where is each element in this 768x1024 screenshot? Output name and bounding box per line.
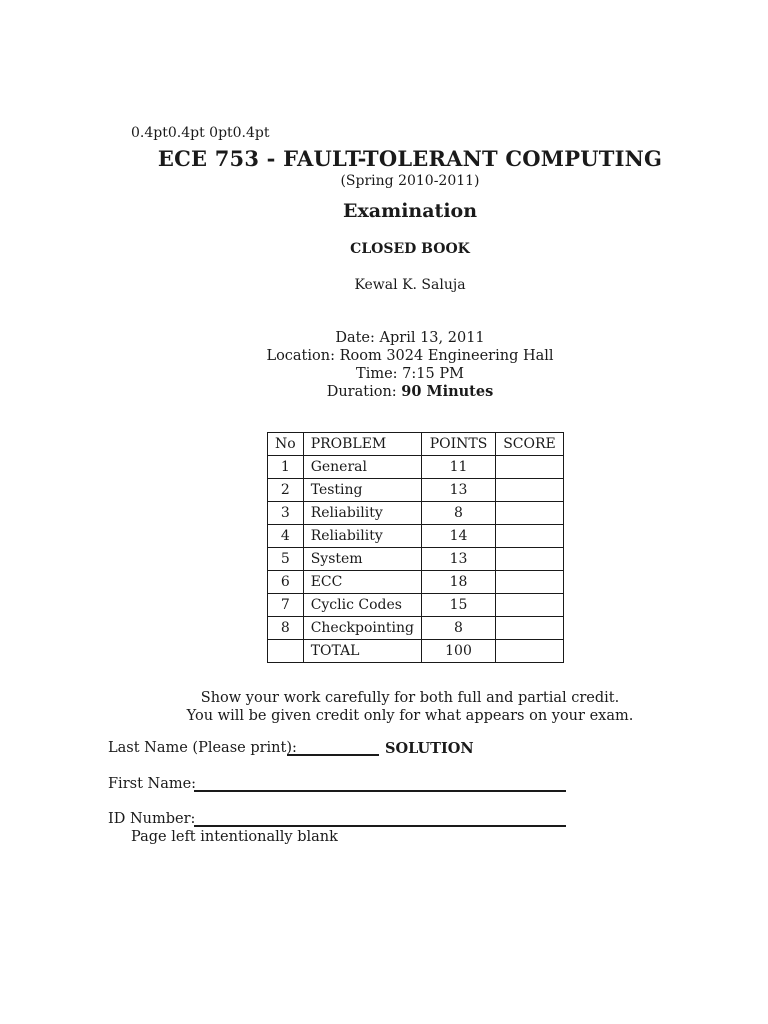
- header-problem: PROBLEM: [303, 433, 421, 456]
- first-name-line[interactable]: [194, 774, 566, 792]
- time-label: Time:: [356, 366, 398, 382]
- table-header-row: [268, 433, 564, 456]
- time-value: 7:15 PM: [402, 366, 464, 382]
- row-points: 18: [422, 571, 496, 594]
- row-points: 14: [422, 525, 496, 548]
- course-title: ECE 753 - FAULT-TOLERANT COMPUTING: [157, 146, 663, 171]
- score-table: [267, 432, 564, 663]
- row-problem: Checkpointing: [303, 617, 421, 640]
- id-number-line[interactable]: [194, 809, 566, 827]
- row-no: 8: [268, 617, 304, 640]
- row-no: 5: [268, 548, 304, 571]
- duration-line: [0, 383, 768, 401]
- row-points: 8: [422, 502, 496, 525]
- last-name-value: SOLUTION: [385, 740, 474, 757]
- first-name-label: First Name:: [108, 776, 197, 792]
- total-no: [268, 640, 304, 663]
- date-label: Date:: [335, 330, 375, 346]
- total-points: 100: [422, 640, 496, 663]
- row-no: 3: [268, 502, 304, 525]
- table-row: [268, 617, 564, 640]
- time-line: [0, 365, 768, 383]
- header-no: No: [268, 433, 304, 456]
- row-points: 11: [422, 456, 496, 479]
- last-name-label: Last Name (Please print):: [108, 740, 297, 756]
- header-score: SCORE: [496, 433, 564, 456]
- row-problem: General: [303, 456, 421, 479]
- exam-details: [0, 329, 768, 401]
- row-no: 1: [268, 456, 304, 479]
- header-points: POINTS: [422, 433, 496, 456]
- book-policy: CLOSED BOOK: [350, 241, 470, 257]
- duration-label: Duration:: [326, 384, 397, 400]
- term: (Spring 2010-2011): [340, 173, 480, 189]
- row-score: [496, 594, 564, 617]
- date-line: [0, 329, 768, 347]
- table-row: [268, 571, 564, 594]
- id-number-label: ID Number:: [108, 811, 196, 827]
- table-row: [268, 479, 564, 502]
- row-score: [496, 502, 564, 525]
- latex-artifact-text: 0.4pt0.4pt 0pt0.4pt: [131, 125, 270, 141]
- table-row: [268, 525, 564, 548]
- row-score: [496, 479, 564, 502]
- table-row: [268, 548, 564, 571]
- row-score: [496, 456, 564, 479]
- row-problem: Reliability: [303, 502, 421, 525]
- row-points: 13: [422, 548, 496, 571]
- row-no: 2: [268, 479, 304, 502]
- table-row: [268, 502, 564, 525]
- row-score: [496, 525, 564, 548]
- instruction-line-2: You will be given credit only for what appears on your exam.: [186, 708, 634, 724]
- instructor-name: Kewal K. Saluja: [354, 277, 466, 293]
- date-value: April 13, 2011: [379, 330, 485, 346]
- duration-value: 90 Minutes: [401, 383, 494, 400]
- total-label: TOTAL: [303, 640, 421, 663]
- row-points: 13: [422, 479, 496, 502]
- table-row: [268, 594, 564, 617]
- row-problem: System: [303, 548, 421, 571]
- row-problem: ECC: [303, 571, 421, 594]
- row-no: 4: [268, 525, 304, 548]
- last-name-line[interactable]: [287, 738, 379, 756]
- row-no: 6: [268, 571, 304, 594]
- row-problem: Reliability: [303, 525, 421, 548]
- row-no: 7: [268, 594, 304, 617]
- exam-title: Examination: [342, 200, 478, 222]
- blank-page-note: Page left intentionally blank: [131, 829, 338, 845]
- total-row: [268, 640, 564, 663]
- row-score: [496, 617, 564, 640]
- row-score: [496, 548, 564, 571]
- row-problem: Testing: [303, 479, 421, 502]
- table-row: [268, 456, 564, 479]
- location-value: Room 3024 Engineering Hall: [339, 348, 554, 364]
- row-problem: Cyclic Codes: [303, 594, 421, 617]
- instruction-line-1: Show your work carefully for both full and partial credit.: [200, 690, 620, 706]
- location-line: [0, 347, 768, 365]
- total-score: [496, 640, 564, 663]
- row-points: 15: [422, 594, 496, 617]
- location-label: Location:: [266, 348, 335, 364]
- row-points: 8: [422, 617, 496, 640]
- row-score: [496, 571, 564, 594]
- instructions: [0, 689, 768, 725]
